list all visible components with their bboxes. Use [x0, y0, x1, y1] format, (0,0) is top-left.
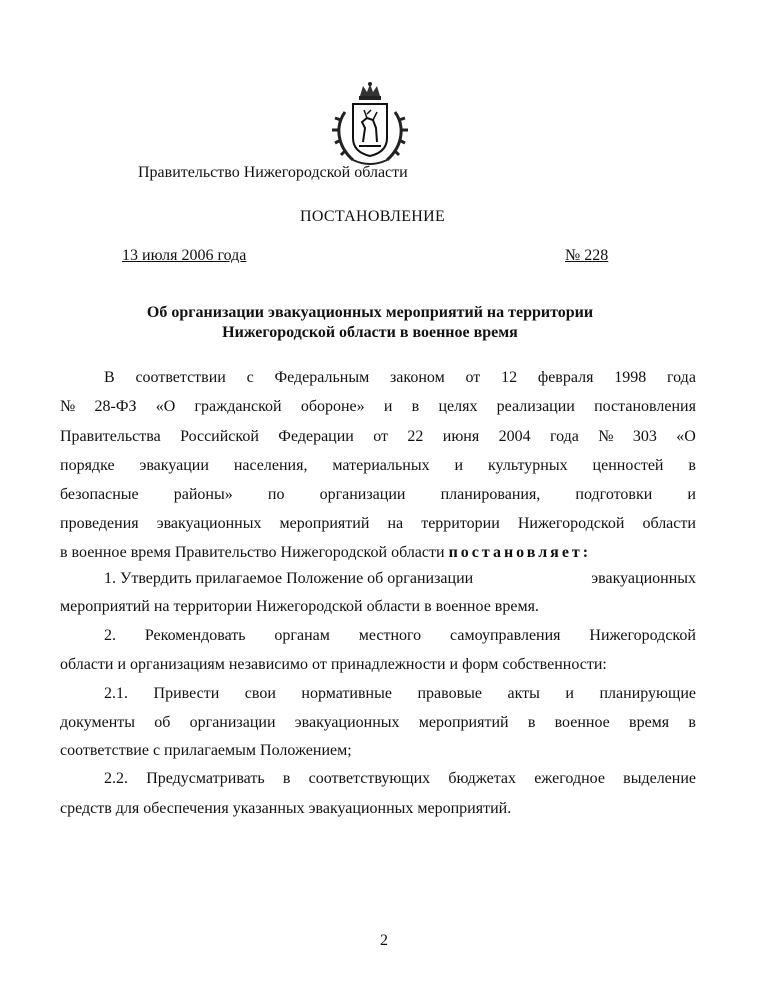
- word: в: [688, 714, 696, 731]
- word: соответствующих: [308, 770, 431, 787]
- word: населения,: [233, 457, 308, 474]
- word: организации: [189, 714, 276, 731]
- word: бюджетах: [448, 770, 517, 787]
- body-text: в военное время Правительство Нижегородской области: [60, 544, 449, 561]
- word: органам: [274, 627, 330, 644]
- word: соответствии: [135, 369, 226, 386]
- word: и: [454, 457, 464, 474]
- word: года: [549, 428, 579, 445]
- item-1-line: [104, 570, 696, 588]
- word: 12: [501, 369, 518, 386]
- word: 1998: [614, 369, 647, 386]
- document-type: ПОСТАНОВЛЕНИЕ: [300, 208, 446, 225]
- item-2-2-line: средств для обеспечения указанных эвакуационных мероприятий.: [60, 800, 512, 817]
- item-1-line: мероприятий на территории Нижегородской области в военное время.: [60, 598, 539, 615]
- word: и: [565, 685, 574, 702]
- word: в: [688, 457, 696, 474]
- page-number: 2: [380, 932, 388, 949]
- word: эвакуационных: [294, 714, 400, 731]
- word: гражданской: [194, 398, 282, 415]
- word: Нижегородской: [589, 627, 696, 644]
- document-date: 13 июля 2006 года: [122, 247, 247, 264]
- word: «О: [676, 428, 696, 445]
- body-line: [60, 457, 696, 475]
- word: Рекомендовать: [144, 627, 246, 644]
- word: об: [154, 714, 171, 731]
- body-line: [60, 544, 696, 562]
- word: мероприятий: [418, 714, 509, 731]
- document-number: № 228: [565, 247, 609, 264]
- word: нормативные: [301, 685, 392, 702]
- word: в: [282, 770, 291, 787]
- word: районы»: [173, 486, 233, 503]
- word: безопасные: [60, 486, 139, 503]
- word: местного: [358, 627, 422, 644]
- word: 22: [407, 428, 424, 445]
- item-text: 1. Утвердить прилагаемое Положение об организации: [104, 570, 474, 587]
- word: территории: [421, 515, 500, 532]
- word: по: [267, 486, 285, 503]
- word: эвакуации: [139, 457, 209, 474]
- word: 28-ФЗ: [94, 398, 137, 415]
- body-line: [60, 486, 696, 504]
- word: 2.1.: [104, 685, 128, 702]
- word: Предусматривать: [146, 770, 265, 787]
- body-line: [60, 515, 696, 533]
- word: Российской: [180, 428, 259, 445]
- body-line: [60, 428, 696, 446]
- word: №: [60, 398, 76, 415]
- word: Федеральным: [274, 369, 370, 386]
- body-line: [60, 398, 696, 416]
- word: документы: [60, 714, 136, 731]
- word: постановления: [594, 398, 696, 415]
- coat-of-arms-emblem: [329, 82, 411, 168]
- body-line: [104, 369, 696, 387]
- word: самоуправления: [450, 627, 561, 644]
- word: время: [629, 714, 670, 731]
- word: реализации: [496, 398, 575, 415]
- word: 303: [632, 428, 657, 445]
- word: Правительства: [60, 428, 161, 445]
- word: обороне»: [300, 398, 365, 415]
- word: планирования,: [440, 486, 541, 503]
- document-title: [60, 303, 680, 343]
- word: подготовки: [575, 486, 653, 503]
- word: военное: [554, 714, 610, 731]
- word: планирующие: [599, 685, 696, 702]
- word: 2.: [104, 627, 116, 644]
- word: свои: [244, 685, 276, 702]
- word: мероприятий: [279, 515, 370, 532]
- word: правовые: [417, 685, 482, 702]
- government-name: Правительство Нижегородской области: [138, 164, 408, 181]
- word: ежегодное: [534, 770, 605, 787]
- word: акты: [507, 685, 540, 702]
- word: области: [642, 515, 696, 532]
- word: «О: [155, 398, 176, 415]
- item-2-line: [104, 627, 696, 645]
- word: июня: [442, 428, 480, 445]
- word: организации: [319, 486, 406, 503]
- word: на: [387, 515, 404, 532]
- item-2-1-line: [104, 685, 696, 703]
- word: эвакуационных: [156, 515, 262, 532]
- word: от: [373, 428, 389, 445]
- item-2-1-line: [60, 714, 696, 732]
- word: года: [666, 369, 696, 386]
- word: и: [687, 486, 696, 503]
- word: и: [383, 398, 393, 415]
- word: Нижегородской: [517, 515, 625, 532]
- word: порядке: [60, 457, 115, 474]
- word: в: [527, 714, 536, 731]
- item-2-1-line: соответствие с прилагаемым Положением;: [60, 742, 352, 759]
- word: материальных: [332, 457, 430, 474]
- word: от: [465, 369, 481, 386]
- word: в: [411, 398, 420, 415]
- word: выделение: [623, 770, 696, 787]
- word: целях: [438, 398, 478, 415]
- word: Привести: [153, 685, 220, 702]
- word: 2004: [498, 428, 531, 445]
- item-2-line: области и организациям независимо от принадлежности и форм собственности:: [60, 656, 607, 673]
- title-line: Нижегородской области в военное время: [222, 324, 518, 341]
- word: В: [104, 369, 115, 386]
- word: ценностей: [592, 457, 664, 474]
- word: февраля: [537, 369, 594, 386]
- item-2-2-line: [104, 770, 696, 788]
- word: проведения: [60, 515, 139, 532]
- word: 2.2.: [104, 770, 128, 787]
- decree-word: постановляет:: [448, 544, 592, 561]
- word: Федерации: [278, 428, 354, 445]
- word: законом: [389, 369, 445, 386]
- word: культурных: [488, 457, 568, 474]
- title-line: Об организации эвакуационных мероприятий на территории: [146, 304, 594, 321]
- word: №: [598, 428, 614, 445]
- word: с: [246, 369, 254, 386]
- item-text: эвакуационных: [591, 570, 696, 587]
